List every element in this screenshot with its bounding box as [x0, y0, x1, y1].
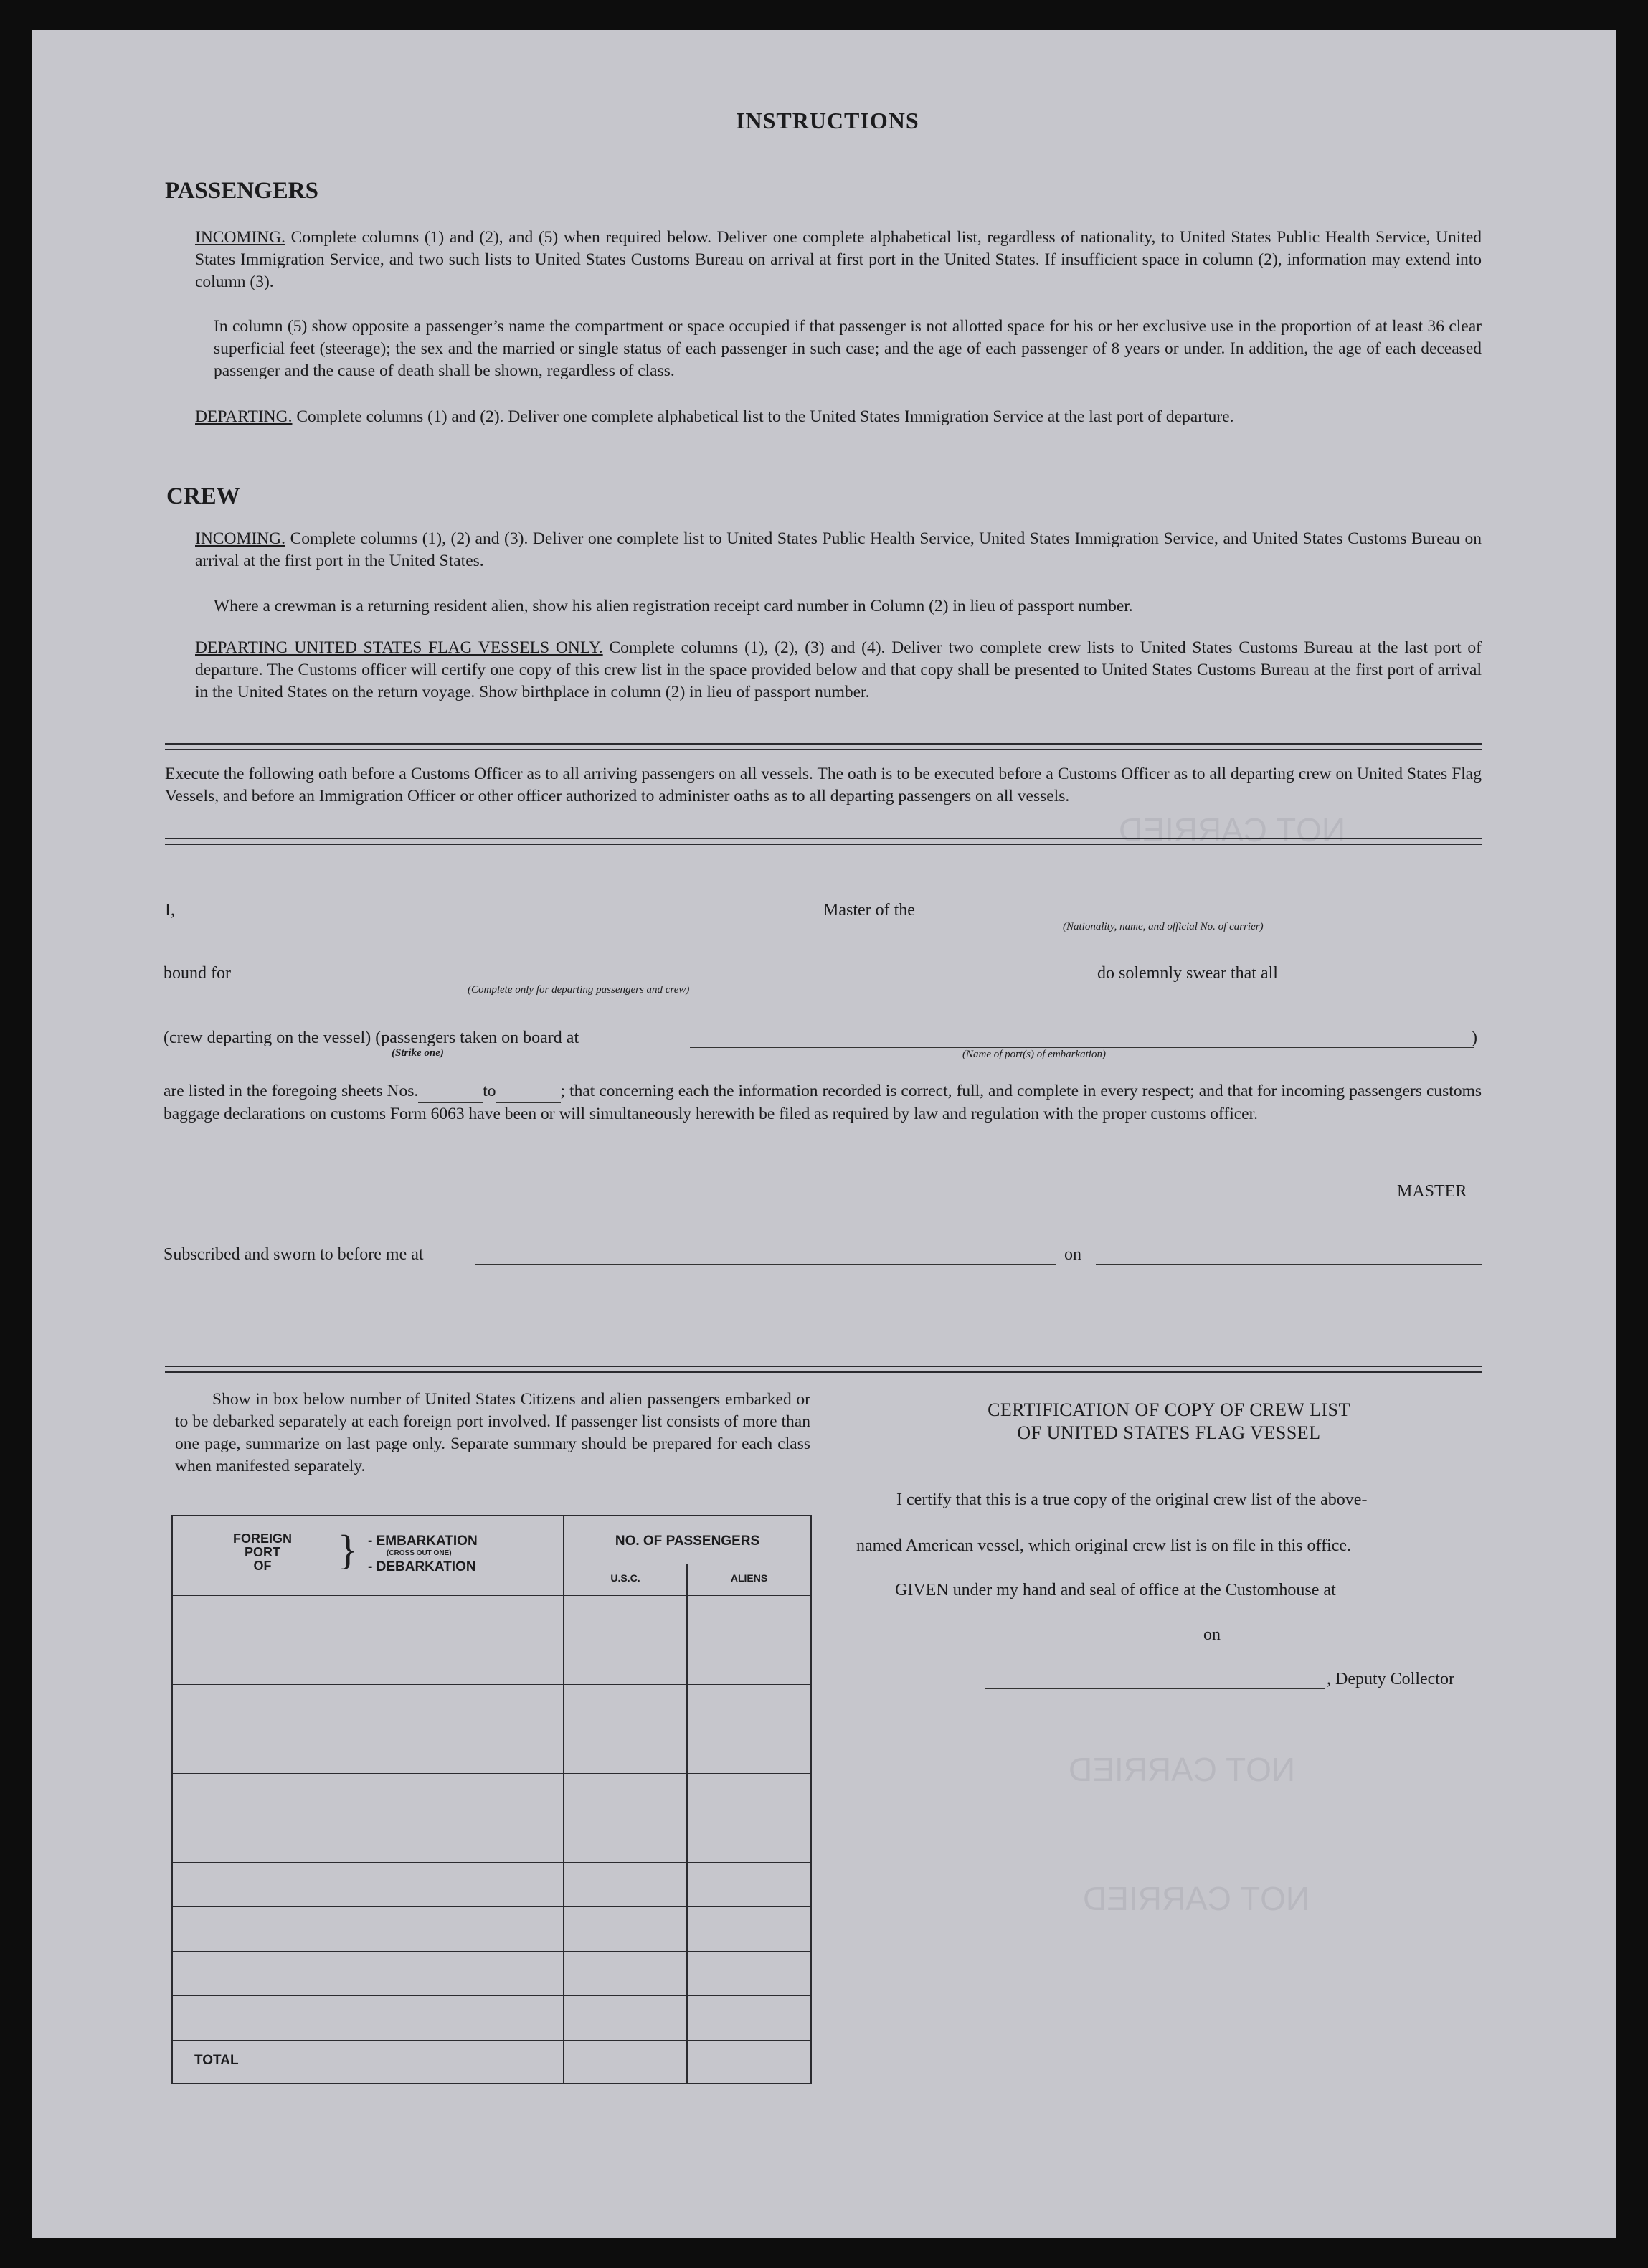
swear-label: do solemnly swear that all [1097, 964, 1278, 983]
strike-one-caption: (Strike one) [392, 1047, 444, 1059]
brace-icon: } [338, 1526, 358, 1573]
crew-incoming-text: Complete columns (1), (2) and (3). Deliver one complete list to United States Public Health Service, United States Immigration Service, and United States Customs Bureau on arrival at the first port in the United States. [195, 529, 1482, 570]
passengers-incoming-label: INCOMING. [195, 228, 285, 247]
oath-intro: Execute the following oath before a Customs Officer as to all arriving passengers on all vessels. The oath is to be executed before a Customs Officer as to all departing crew on United States Flag Vessels, and before an Immigration Officer or other officer authorized to administer oaths as to all departing passengers on all vessels. [165, 765, 1482, 805]
divider [165, 1366, 1482, 1373]
column-divider [563, 1516, 564, 2083]
crew-departing-text: Complete columns (1), (2), (3) and (4). Deliver two complete crew lists to United States Customs Bureau at the last port of departure. The Customs officer will certify one copy of this crew list in the space provided below and that copy shall be presented to United States Customs Bureau at the first port of arrival in the United States on the return voyage. Show birthplace in column (2) in lieu of passport number. [195, 638, 1482, 701]
given-text: GIVEN under my hand and seal of office at the Customhouse at [895, 1581, 1336, 1600]
cross-out-one-label: (CROSS OUT ONE) [387, 1549, 452, 1557]
bound-for-label: bound for [164, 964, 231, 983]
sheets-paragraph [164, 1080, 1482, 1125]
of-label: OF [253, 1559, 272, 1573]
usc-header: U.S.C. [610, 1572, 640, 1584]
certification-title-line-2: OF UNITED STATES FLAG VESSEL [1017, 1422, 1321, 1443]
crew-incoming-paragraph [195, 528, 1482, 572]
certification-title-line-1: CERTIFICATION OF COPY OF CREW LIST [988, 1399, 1350, 1420]
carrier-caption: (Nationality, name, and official No. of carrier) [1063, 921, 1264, 932]
sheets-to: to [483, 1082, 496, 1100]
passengers-incoming-text: Complete columns (1) and (2), and (5) when required below. Deliver one complete alphabetical list, regardless of nationality, to United States Public Health Service, United States Immigration Service, and two such lists to United States Customs Bureau on arrival at first port in the United States. If insufficient space in column (2), information may extend into column (3). [195, 228, 1482, 291]
sheet-to-field[interactable] [496, 1080, 561, 1103]
sheets-text: ; that concerning each the information recorded is correct, full, and complete in every respect; and that for incoming passengers customs baggage declarations on customs Form 6063 have been or will simultaneously herewith be filed as required by law and regulation with the proper customs officer. [164, 1082, 1482, 1123]
column-divider [686, 1564, 688, 2083]
passenger-summary-table [171, 1515, 812, 2084]
page-title: INSTRUCTIONS [736, 108, 919, 133]
summary-instructions: Show in box below number of United States Citizens and alien passengers embarked or to be debarked separately at each foreign port involved. If passenger list consists of more than one page, summarize on last page only. Separate summary should be prepared for each class when manifested separately. [175, 1390, 810, 1475]
foreign-port-of-header [223, 1532, 302, 1573]
divider [165, 838, 1482, 845]
crew-departing-paragraph [195, 637, 1482, 704]
show-through-ghost: NOT CARRIED [1083, 1880, 1310, 1917]
sworn-on-label: on [1064, 1245, 1081, 1264]
crew-heading: CREW [166, 483, 240, 509]
master-label: MASTER [1397, 1182, 1467, 1201]
table-row[interactable] [173, 1951, 810, 1952]
divider [165, 743, 1482, 750]
passengers-departing-text: Complete columns (1) and (2). Deliver one complete alphabetical list to the United States Immigration Service at the last port of departure. [296, 407, 1234, 426]
crew-incoming-label: INCOMING. [195, 529, 285, 548]
total-label: TOTAL [194, 2053, 239, 2068]
certification-title [853, 1399, 1484, 1445]
port-label: PORT [244, 1545, 280, 1559]
no-of-passengers-header: NO. OF PASSENGERS [615, 1534, 760, 1549]
table-row[interactable] [173, 1773, 810, 1774]
deputy-collector-label: , Deputy Collector [1327, 1670, 1454, 1688]
passengers-heading: PASSENGERS [165, 178, 318, 204]
debarkation-label: - DEBARKATION [368, 1559, 476, 1574]
table-row[interactable] [173, 1684, 810, 1685]
bound-for-caption: (Complete only for departing passengers and crew) [468, 984, 690, 996]
certify-text-2: named American vessel, which original crew list is on file in this office. [856, 1536, 1352, 1555]
sworn-place-field[interactable] [475, 1264, 1056, 1265]
embarkation-label: - EMBARKATION [368, 1534, 478, 1549]
crew-departing-label: (crew departing on the vessel) (passengers taken on board at [164, 1029, 579, 1047]
passengers-departing-label: DEPARTING. [195, 407, 293, 426]
embarkation-port-field[interactable] [690, 1047, 1474, 1048]
foreign-label: FOREIGN [232, 1531, 292, 1546]
sheet-from-field[interactable] [418, 1080, 483, 1103]
passengers-column5-text: In column (5) show opposite a passenger’s name the compartment or space occupied if that passenger is not allotted space for his or her exclusive use in the proportion of at least 36 clear superficial feet (steerage); the sex and the married or single status of each passenger in such case; and the age of each passenger of 8 years or under. In addition, the age of each deceased passenger and the cause of death shall be shown, regardless of class. [214, 317, 1482, 380]
passengers-incoming-paragraph [195, 227, 1482, 293]
table-row[interactable] [173, 1906, 810, 1907]
oath-i-label: I, [165, 901, 175, 920]
table-row[interactable] [173, 1862, 810, 1863]
show-through-ghost: NOT CARRIED [1119, 811, 1346, 849]
port-caption: (Name of port(s) of embarkation) [962, 1049, 1106, 1060]
close-paren: ) [1472, 1029, 1477, 1047]
show-through-ghost: NOT CARRIED [1069, 1751, 1296, 1788]
passengers-departing-paragraph [195, 406, 1482, 428]
total-row [173, 2040, 810, 2041]
crew-departing-label: DEPARTING UNITED STATES FLAG VESSELS ONLY. [195, 638, 603, 657]
master-of-label: Master of the [823, 901, 915, 920]
subscribed-label: Subscribed and sworn to before me at [164, 1245, 424, 1264]
deputy-signature-field[interactable] [985, 1688, 1325, 1689]
certify-text-1: I certify that this is a true copy of the original crew list of the above- [896, 1490, 1368, 1509]
certification-on-label: on [1203, 1625, 1221, 1644]
sworn-date-field[interactable] [1096, 1264, 1482, 1265]
sheets-label: are listed in the foregoing sheets Nos. [164, 1082, 419, 1100]
table-row[interactable] [173, 1995, 810, 1996]
header-bottom [173, 1595, 810, 1596]
crew-resident-text: Where a crewman is a returning resident alien, show his alien registration receipt card number in Column (2) in lieu of passport number. [214, 597, 1133, 615]
aliens-header: ALIENS [730, 1572, 768, 1584]
